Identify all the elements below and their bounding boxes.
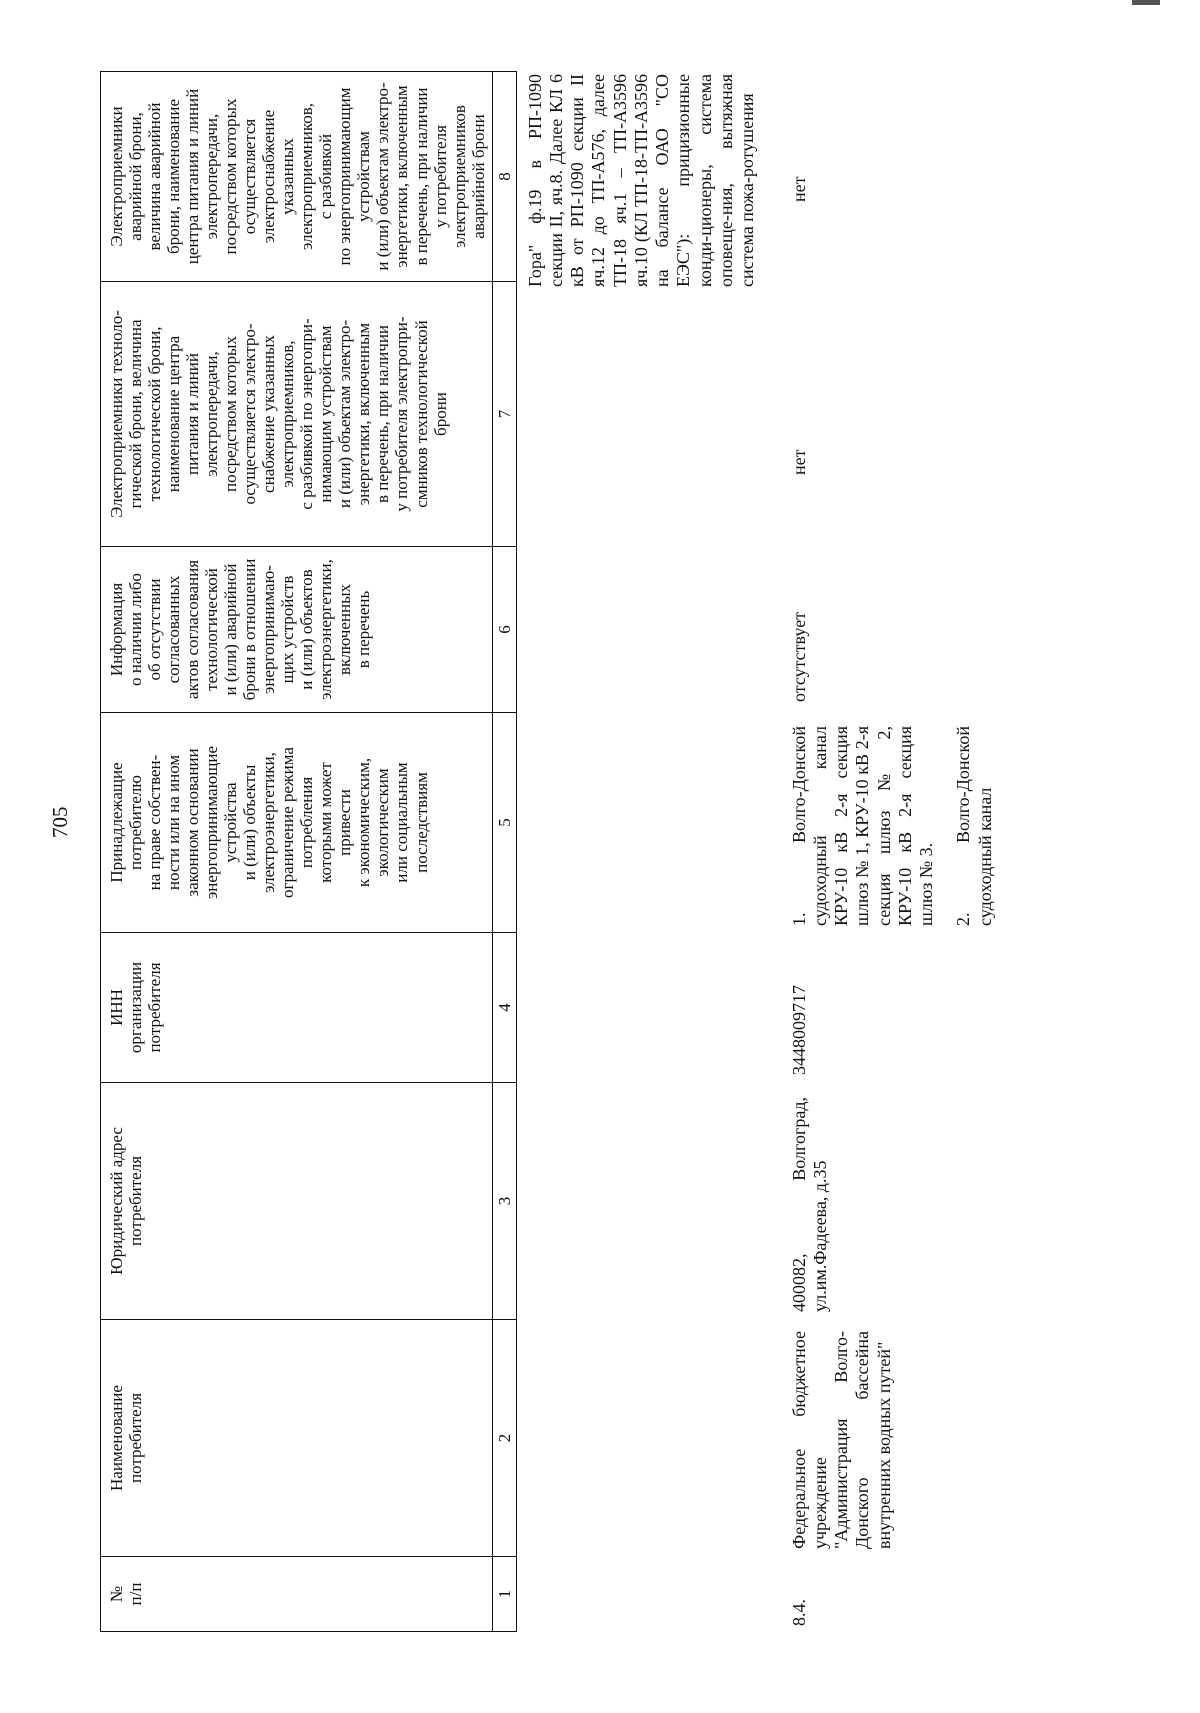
column-number: 5 — [492, 713, 516, 933]
column-number: 1 — [492, 1557, 516, 1632]
table-region — [100, 72, 995, 1632]
entry-consumer-name: Федеральное бюджетное учреждение "Администрация Волго-Донского бассейна внутренних водных путей" — [788, 1331, 894, 1549]
column-number: 3 — [492, 1083, 516, 1320]
header-legal-address: Юридический адрес потребителя — [101, 1083, 493, 1320]
continuation-emergency-reserve-text: Гора" ф.19 в РП-1090 секции II, яч.8. Далее КЛ 6 кВ от РП-1090 секции II яч.12 до ТП-А576, далее ТП-18 яч.1 – ТП-А3596 яч.10 (КЛ ТП-18-ТП-А3596 на балансе ОАО "СО ЕЭС"): прицизионные конди-ционеры, система оповеще-ния, вытяжная система пожа-ротушения — [524, 74, 757, 287]
page-number: 705 — [48, 806, 72, 838]
table-header-row — [101, 72, 493, 1632]
list-item: 1. Волго-Донской судоходный канал КРУ-10 кВ 2-я секция шлюз № 1, КРУ-10 кВ 2-я секция шлюз № 2, КРУ-10 кВ 2-я секция шлюз № 3. — [788, 726, 937, 926]
header-consumer-name: Наименование потребителя — [101, 1320, 493, 1557]
header-tech-reserve: Электроприемники техноло- гической брони, величина технологической брони, наименование центра питания и линий электропередачи, посредством которых осуществляется электро- снабжение указанных электроприемников, с разбивкой по энергопри- нимающим устройствам и (или) объектам электро- энергетики, включенным в перечень, при наличии у потребителя электропри- смников технологической брони — [101, 282, 493, 547]
entry-emergency-reserve: нет — [788, 176, 809, 202]
column-number: 2 — [492, 1320, 516, 1557]
column-number: 8 — [492, 72, 516, 282]
list-item: 2. Волго-Донской судоходный канал — [953, 726, 995, 926]
consumer-table — [100, 71, 517, 1632]
column-number-row — [492, 72, 516, 1632]
column-number: 4 — [492, 933, 516, 1083]
entry-tech-reserve: нет — [788, 449, 809, 475]
header-agreement-info: Информация о наличии либо об отсутствии согласованных актов согласования технологической и (или) аварийной брони в отношении энергопринимаю- щих устройств и (или) объектов электроэнергетики, включенных в перечень — [101, 547, 493, 713]
header-emergency-reserve: Электроприемники аварийной брони, величина аварийной брони, наименование центра питания и линий электропередачи, посредством которых осуществляется электроснабжение указанных электроприемников, с разбивкой по энергопринимающим устройствам и (или) объектам электро- энергетики, включенным в перечень, при наличии у потребителя электроприемников аварийной брони — [101, 72, 493, 282]
entry-legal-address: 400082, Волгоград, ул.им.Фадеева, д.35 — [788, 1097, 830, 1312]
entry-agreement-status: отсутствует — [788, 611, 809, 702]
header-owned-devices: Принадлежащие потребителю на праве собствен- ности или на ином законном основании энергопринимающие устройства и (или) объекты электроэнергетики, ограничение режима потребления которыми может привести к экономическим, экологическим или социальным последствиям — [101, 713, 493, 933]
entry-number: 8.4. — [788, 1599, 809, 1626]
entry-devices-list — [789, 726, 1012, 926]
column-number: 7 — [492, 282, 516, 547]
column-number: 6 — [492, 547, 516, 713]
header-number: № п/п — [101, 1557, 493, 1632]
header-inn: ИНН организации потребителя — [101, 933, 493, 1083]
entry-inn: 3448009717 — [788, 985, 809, 1075]
